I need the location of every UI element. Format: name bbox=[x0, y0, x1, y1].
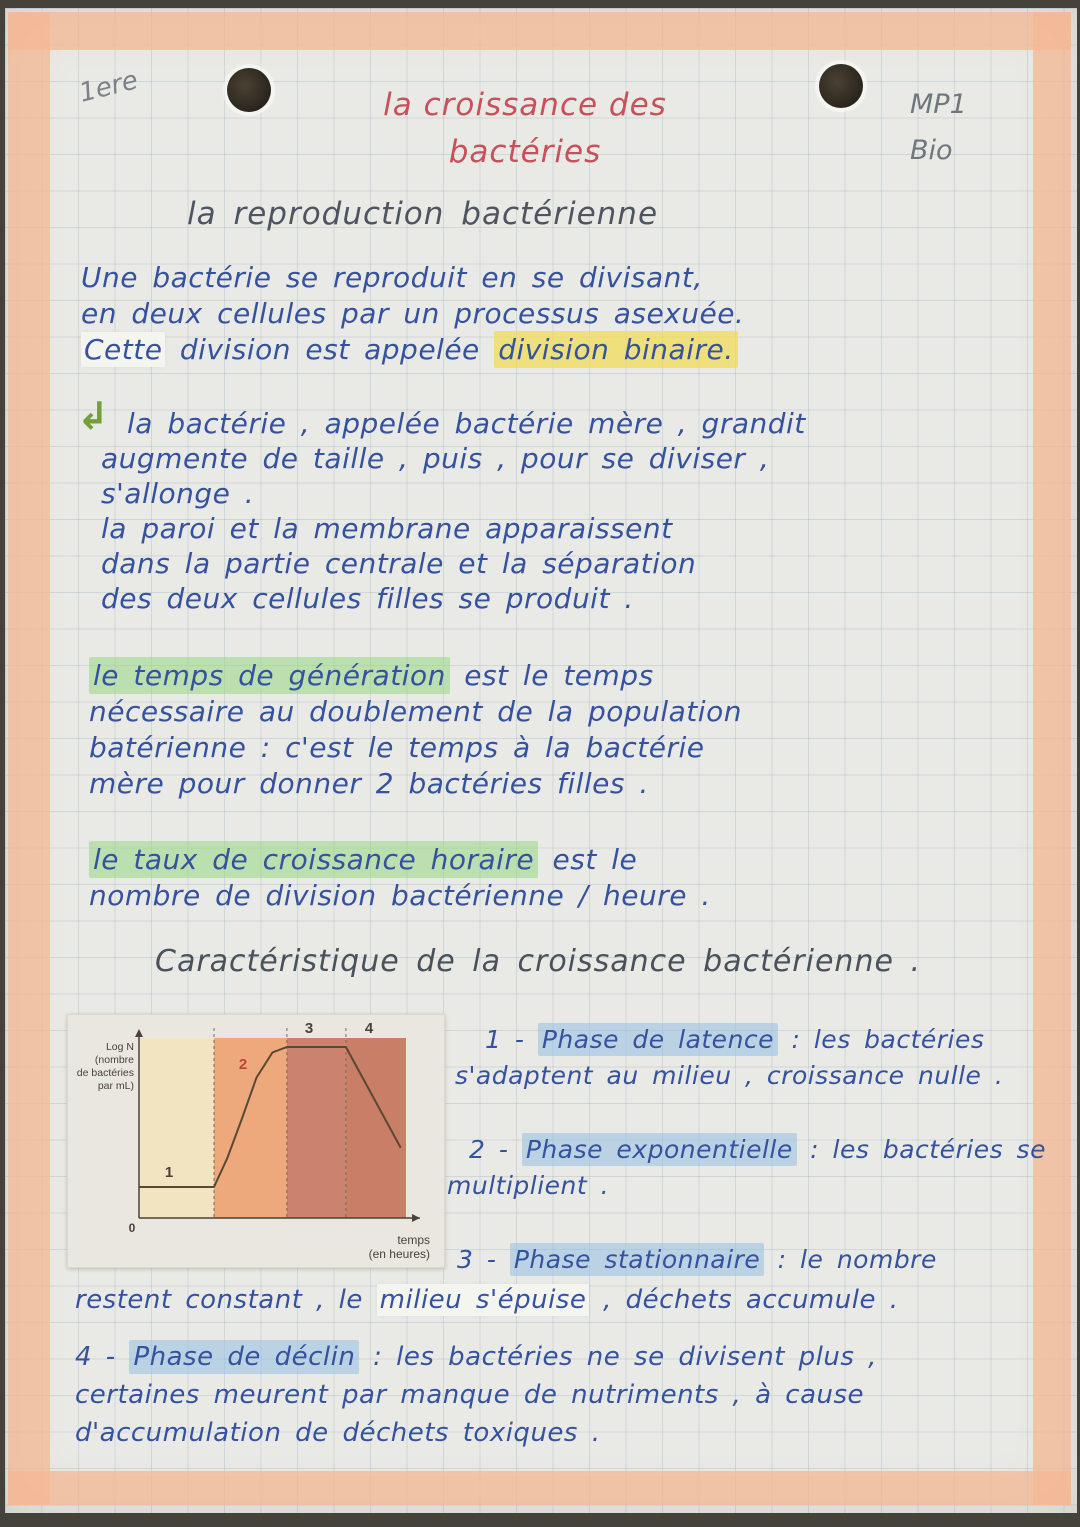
paragraph-division bbox=[81, 260, 744, 368]
phase3-description-line1 bbox=[457, 1242, 937, 1278]
course-subject: Bio bbox=[910, 135, 953, 166]
phase4-number: 4 - bbox=[75, 1342, 130, 1372]
text-line bbox=[455, 1022, 1003, 1058]
phase4-description bbox=[75, 1338, 877, 1452]
svg-text:4: 4 bbox=[364, 1020, 374, 1037]
page-title-line1: la croissance des bbox=[383, 87, 667, 123]
green-arrow-icon: ↲ bbox=[77, 394, 109, 438]
border-bottom bbox=[8, 1471, 1071, 1505]
section-heading-caracteristique: Caractéristique de la croissance bactérienne . bbox=[155, 944, 921, 979]
text-line bbox=[447, 1132, 1046, 1168]
section-heading-reproduction: la reproduction bactérienne bbox=[187, 196, 659, 232]
text-line: mère pour donner 2 bactéries filles . bbox=[89, 767, 649, 800]
text-line: augmente de taille , puis , pour se diviser , bbox=[101, 442, 770, 475]
text-line bbox=[81, 332, 744, 368]
phase1-number: 1 - bbox=[485, 1025, 538, 1054]
notebook-page bbox=[5, 8, 1077, 1513]
highlight-phase-stationnaire: Phase stationnaire bbox=[510, 1243, 764, 1276]
text-line: nombre de division bactérienne / heure . bbox=[89, 879, 711, 912]
text-line bbox=[75, 1282, 898, 1318]
text-segment: est le bbox=[538, 843, 638, 876]
text-segment: : les bactéries se bbox=[796, 1135, 1046, 1164]
text-line: nécessaire au doublement de la population bbox=[89, 695, 742, 728]
text-line bbox=[75, 1338, 877, 1376]
svg-text:1: 1 bbox=[164, 1164, 174, 1181]
highlight-phase-declin: Phase de déclin bbox=[129, 1340, 359, 1374]
phase2-number: 2 - bbox=[469, 1135, 522, 1164]
punch-hole-left bbox=[227, 68, 271, 112]
svg-text:2: 2 bbox=[238, 1056, 248, 1073]
page-title bbox=[305, 82, 745, 176]
border-right bbox=[1033, 12, 1071, 1505]
text-segment: : les bactéries bbox=[778, 1025, 985, 1054]
text-line: la paroi et la membrane apparaissent bbox=[101, 512, 673, 545]
highlight-taux-croissance: le taux de croissance horaire bbox=[89, 841, 538, 878]
text-line: dans la partie centrale et la séparation bbox=[101, 547, 697, 580]
border-top bbox=[8, 12, 1071, 50]
text-segment: : le nombre bbox=[764, 1245, 937, 1274]
text-line: certaines meurent par manque de nutriments , à cause bbox=[75, 1380, 865, 1410]
highlight-phase-latence: Phase de latence bbox=[538, 1023, 778, 1056]
paragraph-temps-generation bbox=[89, 658, 742, 802]
phase2-description bbox=[447, 1132, 1046, 1204]
class-level: 1ere bbox=[76, 65, 141, 109]
text-line: Une bactérie se reproduit en se divisant, bbox=[81, 261, 703, 294]
text-line: en deux cellules par un processus asexuée. bbox=[81, 297, 745, 330]
text-segment: est le temps bbox=[449, 659, 654, 692]
text-line bbox=[89, 658, 742, 694]
phase3-description-line2 bbox=[75, 1282, 898, 1318]
highlight-division-binaire: division binaire. bbox=[494, 331, 737, 368]
highlight-phase-exponentielle: Phase exponentielle bbox=[522, 1133, 797, 1166]
phase1-description bbox=[455, 1022, 1003, 1094]
paragraph-bacterie-mere bbox=[101, 406, 806, 616]
chart-y-axis-label: Log N (nombre de bactéries par mL) bbox=[76, 1041, 134, 1092]
text-segment: division est appelée bbox=[165, 333, 495, 366]
growth-chart-figure bbox=[67, 1014, 445, 1268]
text-line: la bactérie , appelée bactérie mère , grandit bbox=[127, 407, 806, 440]
text-line: multiplient . bbox=[447, 1171, 610, 1200]
text-line bbox=[89, 842, 711, 878]
correction-tape: milieu s'épuise bbox=[377, 1284, 590, 1316]
text-line: s'adaptent au milieu , croissance nulle . bbox=[455, 1061, 1004, 1090]
text-line: des deux cellules filles se produit . bbox=[101, 582, 634, 615]
text-line bbox=[457, 1242, 937, 1278]
svg-text:0: 0 bbox=[128, 1221, 136, 1235]
text-line: batérienne : c'est le temps à la bactérie bbox=[89, 731, 705, 764]
text-segment: , déchets accumule . bbox=[589, 1285, 899, 1315]
text-segment: : les bactéries ne se divisent plus , bbox=[359, 1342, 877, 1372]
course-code: MP1 bbox=[910, 89, 967, 120]
highlight-temps-generation: le temps de génération bbox=[89, 657, 450, 694]
punch-hole-right bbox=[819, 64, 863, 108]
paragraph-taux-croissance bbox=[89, 842, 711, 914]
course-label bbox=[910, 82, 967, 174]
svg-text:3: 3 bbox=[304, 1020, 314, 1037]
text-segment: restent constant , le bbox=[75, 1285, 377, 1315]
text-line: s'allonge . bbox=[101, 477, 255, 510]
text-line: d'accumulation de déchets toxiques . bbox=[75, 1418, 601, 1448]
border-left bbox=[8, 12, 50, 1505]
page-title-line2: bactéries bbox=[448, 134, 602, 170]
correction-tape: Cette bbox=[81, 332, 165, 367]
phase3-number: 3 - bbox=[457, 1245, 510, 1274]
chart-x-axis-label: temps (en heures) bbox=[368, 1233, 430, 1261]
